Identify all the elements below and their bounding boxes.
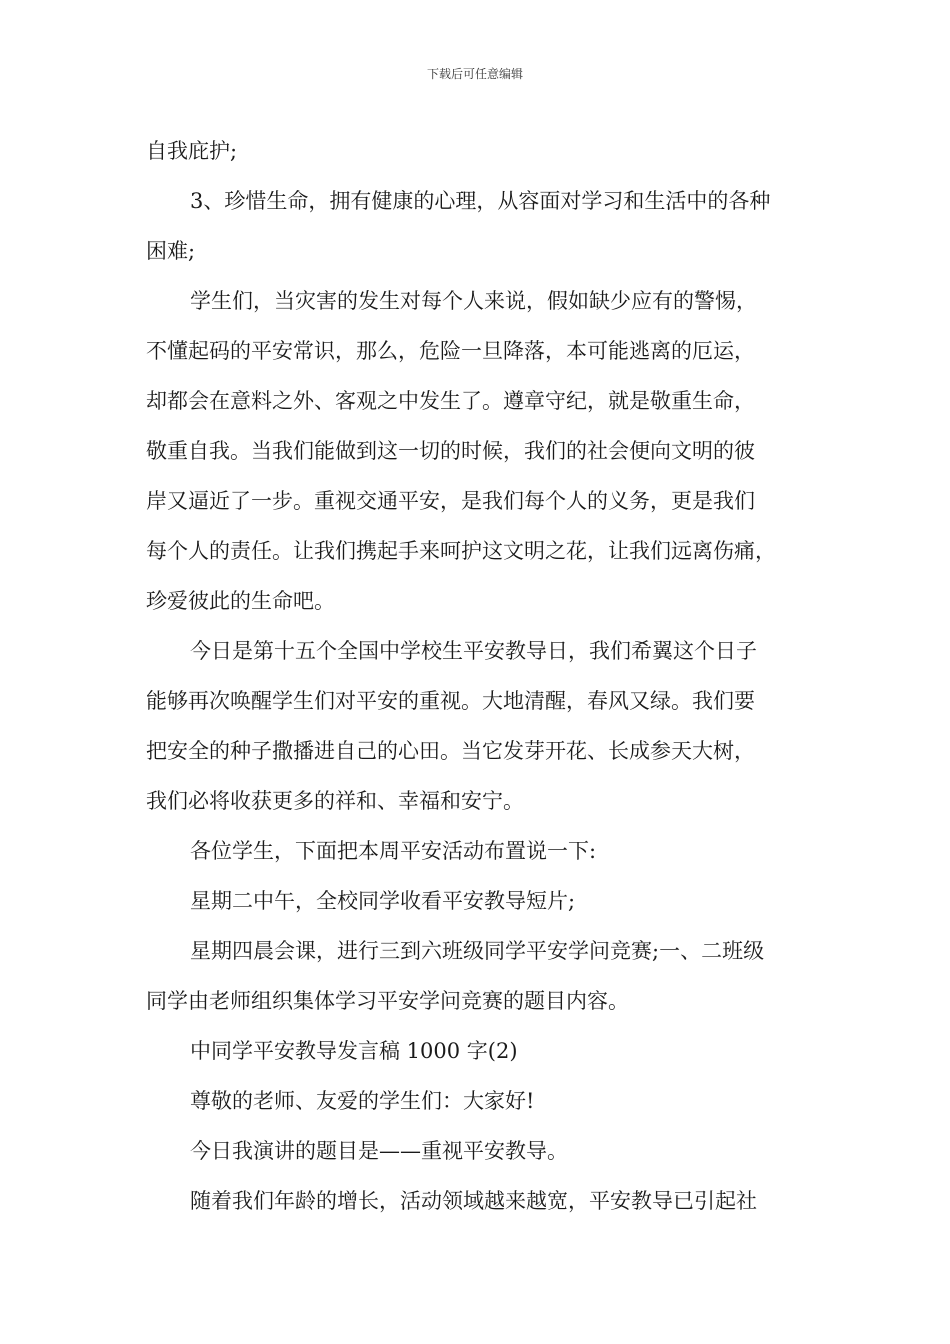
text-line: 自我庇护; — [146, 139, 238, 163]
text-line: 却都会在意料之外、客观之中发生了。遵章守纪，就是敬重生命， — [146, 389, 755, 413]
text-line: 星期二中午，全校同学收看平安教导短片; — [190, 889, 576, 913]
text-line: 每个人的责任。让我们携起手来呵护这文明之花，让我们远离伤痛， — [146, 539, 776, 563]
text-line: 星期四晨会课，进行三到六班级同学平安学问竞赛;一、二班级 — [190, 939, 765, 963]
text-line: 困难; — [146, 239, 196, 263]
text-line: 把安全的种子撒播进自己的心田。当它发芽开花、长成参天大树， — [146, 739, 755, 763]
text-line: 不懂起码的平安常识，那么，危险一旦降落，本可能逃离的厄运， — [146, 339, 755, 363]
text-line: 今日是第十五个全国中学校生平安教导日，我们希翼这个日子 — [190, 639, 757, 663]
text-line: 能够再次唤醒学生们对平安的重视。大地清醒，春风又绿。我们要 — [146, 689, 755, 713]
text-line: 3、珍惜生命，拥有健康的心理，从容面对学习和生活中的各种 — [190, 189, 771, 213]
text-line: 敬重自我。当我们能做到这一切的时候，我们的社会便向文明的彼 — [146, 439, 755, 463]
text-line: 我们必将收获更多的祥和、幸福和安宁。 — [146, 789, 524, 813]
text-line: 同学由老师组织集体学习平安学问竞赛的题目内容。 — [146, 989, 629, 1013]
page-header: 下载后可任意编辑 — [426, 67, 523, 81]
document-body — [146, 126, 806, 1226]
text-line: 珍爱彼此的生命吧。 — [146, 589, 335, 613]
text-line: 随着我们年龄的增长，活动领域越来越宽，平安教导已引起社 — [190, 1189, 757, 1213]
text-line: 各位学生，下面把本周平安活动布置说一下: — [190, 839, 597, 863]
text-line: 尊敬的老师、友爱的学生们：大家好! — [190, 1089, 535, 1113]
section-heading: 中同学平安教导发言稿 1000 字(2) — [190, 1039, 518, 1063]
text-line: 岸又逼近了一步。重视交通平安，是我们每个人的义务，更是我们 — [146, 489, 755, 513]
text-line: 今日我演讲的题目是——重视平安教导。 — [190, 1139, 568, 1163]
text-line: 学生们，当灾害的发生对每个人来说，假如缺少应有的警惕， — [190, 289, 757, 313]
